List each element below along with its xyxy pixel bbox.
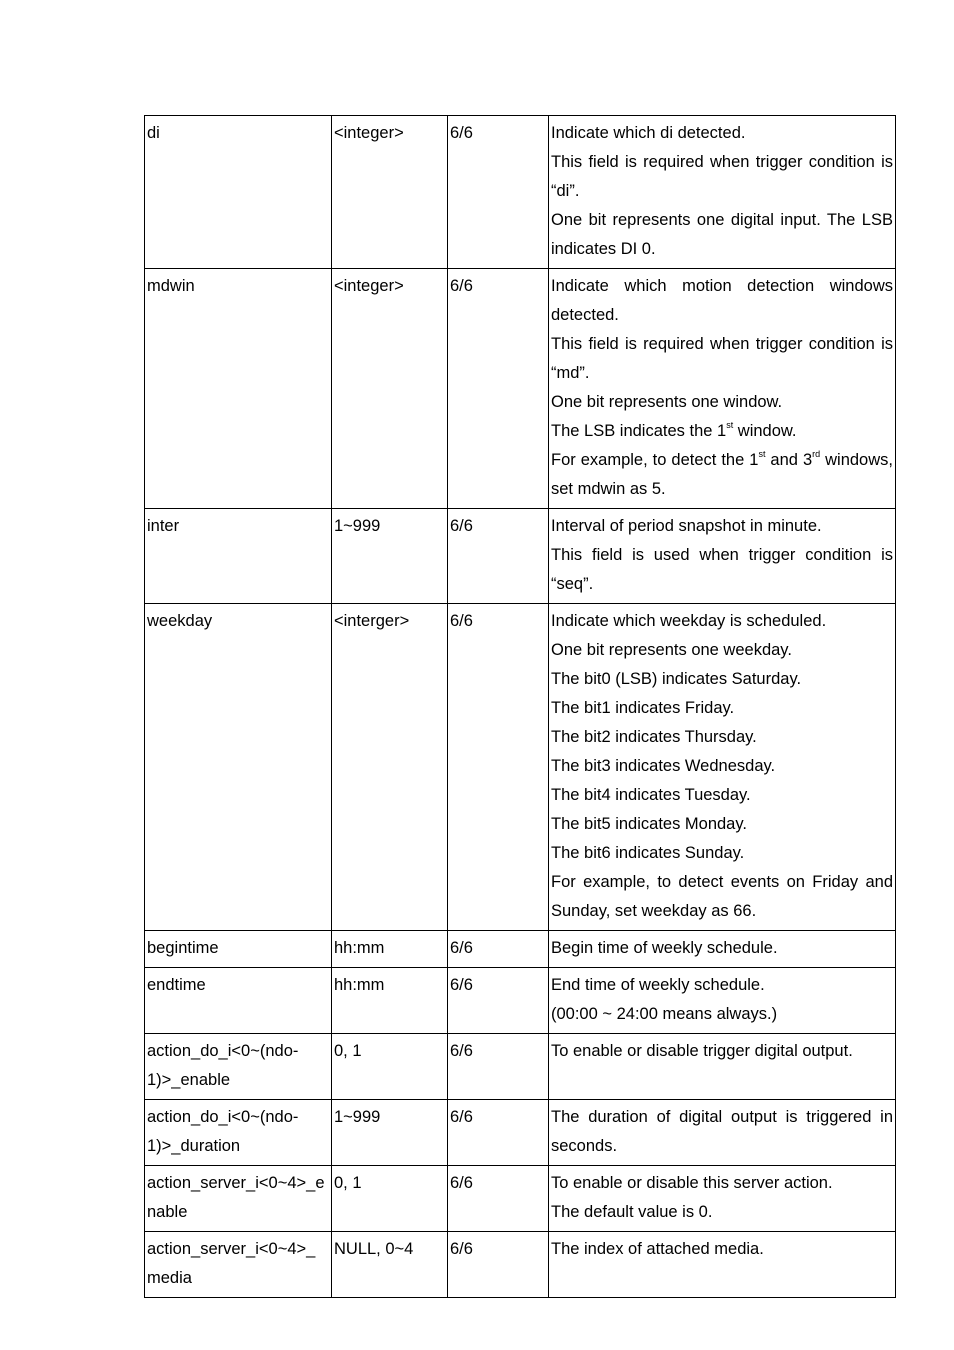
param-value: 0, 1 — [332, 1034, 448, 1100]
param-security: 6/6 — [448, 604, 549, 931]
table-row — [145, 509, 896, 604]
description-line: Indicate which motion detection windows detected. — [551, 277, 893, 324]
param-name: inter — [145, 509, 332, 604]
description-line: The index of attached media. — [551, 1240, 764, 1258]
param-name: action_do_i<0~(ndo-1)>_duration — [145, 1100, 332, 1166]
description-line: End time of weekly schedule. — [551, 976, 765, 994]
table-row — [145, 269, 896, 509]
param-value: <integer> — [332, 269, 448, 509]
description-line: Indicate which weekday is scheduled. — [551, 612, 827, 630]
param-value: 1~999 — [332, 509, 448, 604]
param-value: NULL, 0~4 — [332, 1232, 448, 1298]
param-name: action_server_i<0~4>_enable — [145, 1166, 332, 1232]
description-line: (00:00 ~ 24:00 means always.) — [551, 1005, 778, 1023]
param-description — [549, 116, 896, 269]
param-name: weekday — [145, 604, 332, 931]
description-line: The bit2 indicates Thursday. — [551, 728, 757, 746]
text-fragment: window. — [733, 422, 797, 440]
description-line: The bit0 (LSB) indicates Saturday. — [551, 670, 802, 688]
description-line: The bit5 indicates Monday. — [551, 815, 747, 833]
param-security: 6/6 — [448, 1232, 549, 1298]
table-row — [145, 1232, 896, 1298]
param-description — [549, 931, 896, 968]
description-line: The bit3 indicates Wednesday. — [551, 757, 776, 775]
param-security: 6/6 — [448, 269, 549, 509]
table-row — [145, 1100, 896, 1166]
description-line: To enable or disable this server action. — [551, 1174, 833, 1192]
param-description — [549, 1100, 896, 1166]
param-value: <integer> — [332, 116, 448, 269]
param-name: endtime — [145, 968, 332, 1034]
param-description — [549, 1232, 896, 1298]
description-line: The duration of digital output is triggered in seconds. — [551, 1108, 893, 1155]
param-value: hh:mm — [332, 931, 448, 968]
description-line: One bit represents one weekday. — [551, 641, 792, 659]
description-line: For example, to detect events on Friday and Sunday, set weekday as 66. — [551, 873, 893, 920]
param-security: 6/6 — [448, 509, 549, 604]
description-line: Indicate which di detected. — [551, 124, 746, 142]
description-line: This field is required when trigger condition is “md”. — [551, 335, 893, 382]
param-value: hh:mm — [332, 968, 448, 1034]
table-row — [145, 1034, 896, 1100]
table-row — [145, 604, 896, 931]
param-description — [549, 269, 896, 509]
description-line: Begin time of weekly schedule. — [551, 939, 778, 957]
param-value: <interger> — [332, 604, 448, 931]
param-value: 0, 1 — [332, 1166, 448, 1232]
text-fragment: and 3 — [765, 451, 813, 469]
description-line: Interval of period snapshot in minute. — [551, 517, 822, 535]
description-line: The bit6 indicates Sunday. — [551, 844, 745, 862]
table-row — [145, 931, 896, 968]
text-fragment: For example, to detect the 1 — [551, 451, 759, 469]
description-line — [551, 446, 893, 504]
ordinal-suffix: st — [758, 449, 766, 459]
param-description — [549, 1034, 896, 1100]
param-security: 6/6 — [448, 116, 549, 269]
description-line: One bit represents one digital input. The LSB indicates DI 0. — [551, 211, 893, 258]
param-security: 6/6 — [448, 1100, 549, 1166]
param-security: 6/6 — [448, 1166, 549, 1232]
text-fragment: The LSB indicates the 1 — [551, 422, 727, 440]
description-line: The bit1 indicates Friday. — [551, 699, 735, 717]
table-row — [145, 116, 896, 269]
param-name: begintime — [145, 931, 332, 968]
param-description — [549, 1166, 896, 1232]
param-description — [549, 968, 896, 1034]
param-name: action_do_i<0~(ndo-1)>_enable — [145, 1034, 332, 1100]
parameter-table — [144, 115, 896, 1298]
param-name: action_server_i<0~4>_media — [145, 1232, 332, 1298]
param-name: di — [145, 116, 332, 269]
description-line: One bit represents one window. — [551, 393, 783, 411]
table-row — [145, 1166, 896, 1232]
description-line: The bit4 indicates Tuesday. — [551, 786, 751, 804]
text-fragment: windows, set mdwin as 5. — [551, 451, 893, 498]
description-line — [551, 417, 893, 446]
param-description — [549, 509, 896, 604]
description-line: The default value is 0. — [551, 1203, 713, 1221]
param-security: 6/6 — [448, 968, 549, 1034]
ordinal-suffix: rd — [812, 449, 821, 459]
param-security: 6/6 — [448, 1034, 549, 1100]
param-security: 6/6 — [448, 931, 549, 968]
param-value: 1~999 — [332, 1100, 448, 1166]
description-line: This field is used when trigger condition is “seq”. — [551, 546, 893, 593]
description-line: To enable or disable trigger digital output. — [551, 1042, 853, 1060]
ordinal-suffix: st — [726, 420, 734, 430]
param-description — [549, 604, 896, 931]
param-name: mdwin — [145, 269, 332, 509]
table-row — [145, 968, 896, 1034]
description-line: This field is required when trigger condition is “di”. — [551, 153, 893, 200]
